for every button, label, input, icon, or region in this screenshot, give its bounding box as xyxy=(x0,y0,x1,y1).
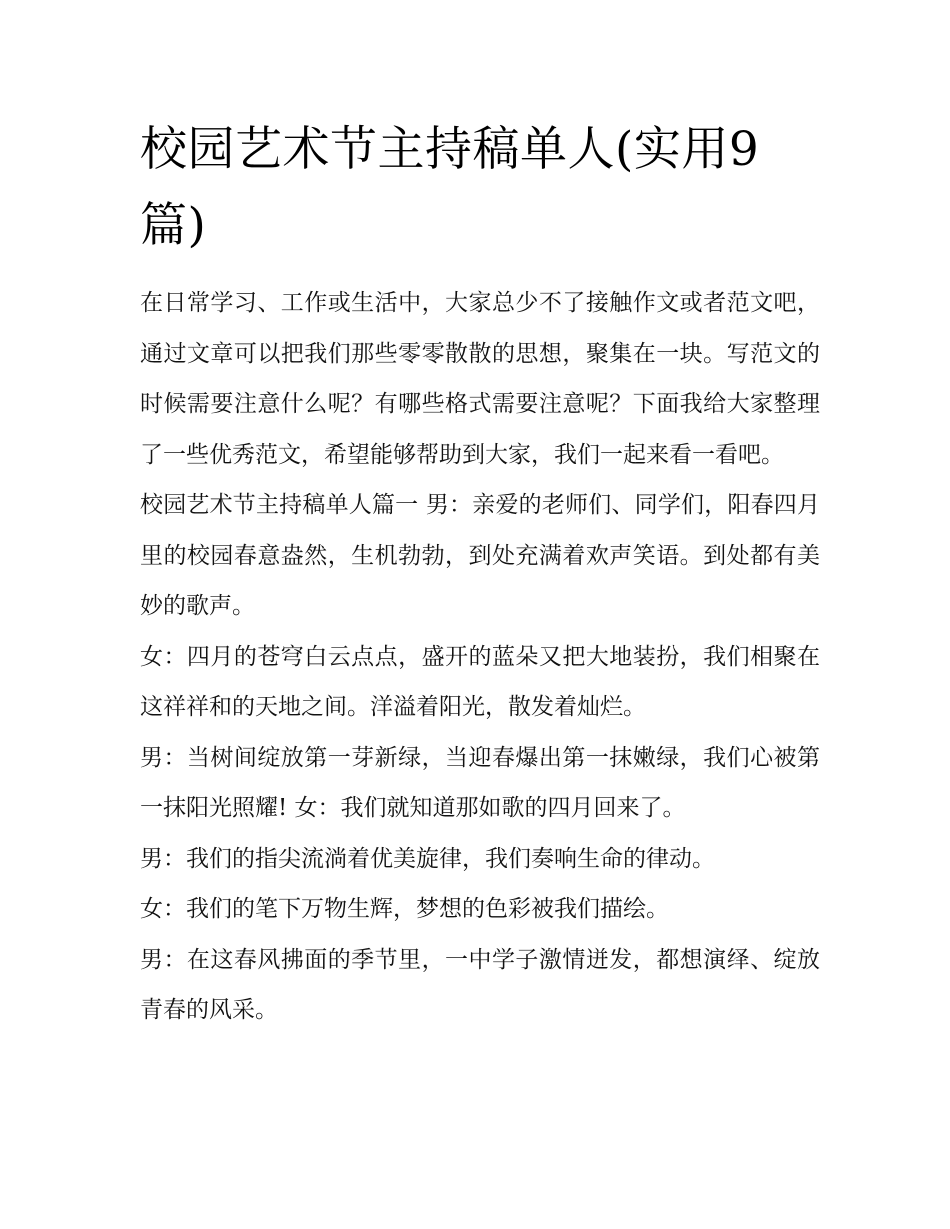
paragraph-intro: 在日常学习、工作或生活中，大家总少不了接触作文或者范文吧，通过文章可以把我们那些零零散散的思想，聚集在一块。写范文的时候需要注意什么呢？有哪些格式需要注意呢？下面我给大家整理了一些优秀范文，希望能够帮助到大家，我们一起来看一看吧。 xyxy=(140,290,820,468)
paragraph-male-1: 男：当树间绽放第一芽新绿，当迎春爆出第一抹嫩绿，我们心被第一抹阳光照耀! 女：我们就知道那如歌的四月回来了。 xyxy=(140,744,820,821)
document-body xyxy=(140,278,820,1036)
paragraph-male-3: 男：在这春风拂面的季节里，一中学子激情迸发，都想演绎、绽放青春的风采。 xyxy=(140,946,820,1023)
paragraph-female-1: 女：四月的苍穹白云点点，盛开的蓝朵又把大地装扮，我们相聚在这祥祥和的天地之间。洋溢着阳光，散发着灿烂。 xyxy=(140,643,820,720)
paragraph-male-2: 男：我们的指尖流淌着优美旋律，我们奏响生命的律动。 xyxy=(140,845,715,872)
paragraph-female-2: 女：我们的笔下万物生辉，梦想的色彩被我们描绘。 xyxy=(140,896,669,922)
document-title: 校园艺术节主持稿单人(实用9篇) xyxy=(140,122,760,253)
paragraph-section-one: 校园艺术节主持稿单人篇一 男：亲爱的老师们、同学们，阳春四月里的校园春意盎然，生机勃勃，到处充满着欢声笑语。到处都有美妙的歌声。 xyxy=(140,492,820,619)
